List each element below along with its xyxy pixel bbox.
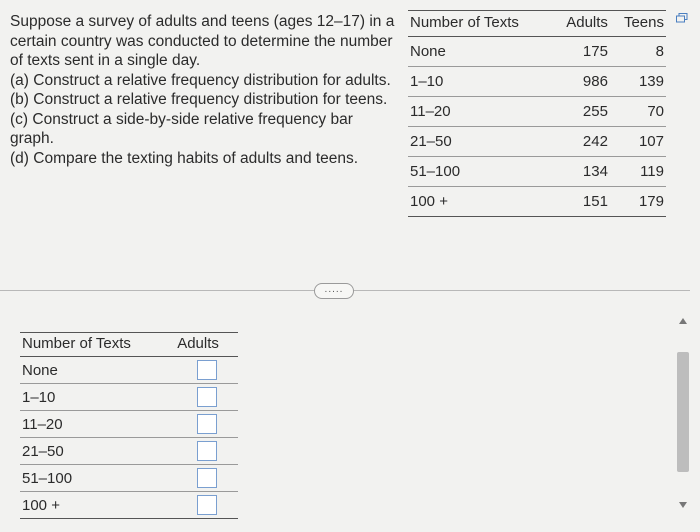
answer-table: [20, 332, 238, 519]
answer-cell: [175, 492, 238, 519]
table-row: [20, 438, 238, 465]
header-adults: Adults: [175, 333, 238, 357]
vertical-scrollbar[interactable]: [675, 318, 691, 508]
teens-value: 179: [610, 187, 666, 217]
part-a: (a) Construct a relative frequency distribution for adults.: [10, 71, 391, 89]
answer-input-100-plus[interactable]: [197, 495, 217, 515]
expand-more-button[interactable]: .....: [314, 283, 354, 299]
adults-value: 242: [552, 127, 610, 157]
row-label: 11–20: [408, 97, 552, 127]
table-row: [408, 67, 666, 97]
part-c: (c) Construct a side-by-side relative frequency bar graph.: [10, 110, 353, 147]
answer-cell: [175, 438, 238, 465]
answer-input-51-100[interactable]: [197, 468, 217, 488]
teens-value: 139: [610, 67, 666, 97]
row-label: None: [408, 37, 552, 67]
row-label: 11–20: [20, 411, 175, 438]
row-label: 1–10: [408, 67, 552, 97]
chevron-down-icon[interactable]: [679, 502, 687, 508]
adults-value: 255: [552, 97, 610, 127]
header-number-of-texts: Number of Texts: [20, 333, 175, 357]
row-label: 51–100: [408, 157, 552, 187]
adults-value: 151: [552, 187, 610, 217]
teens-value: 119: [610, 157, 666, 187]
table-row: [408, 187, 666, 217]
answer-cell: [175, 384, 238, 411]
answer-input-1-10[interactable]: [197, 387, 217, 407]
table-row: [20, 492, 238, 519]
data-table: [408, 10, 666, 217]
table-row: [408, 127, 666, 157]
table-row: [20, 384, 238, 411]
copy-icon[interactable]: [676, 13, 688, 23]
answer-cell: [175, 411, 238, 438]
problem-intro: Suppose a survey of adults and teens (ages 12–17) in a certain country was conducted to determine the number of texts sent in a single day.: [10, 13, 395, 69]
adults-value: 134: [552, 157, 610, 187]
row-label: 1–10: [20, 384, 175, 411]
answer-input-11-20[interactable]: [197, 414, 217, 434]
adults-value: 986: [552, 67, 610, 97]
table-row: [20, 411, 238, 438]
answer-input-none[interactable]: [197, 360, 217, 380]
row-label: 100 +: [408, 187, 552, 217]
scrollbar-thumb[interactable]: [677, 352, 689, 472]
header-teens: Teens: [610, 11, 666, 37]
part-d: (d) Compare the texting habits of adults and teens.: [10, 149, 359, 167]
row-label: 21–50: [408, 127, 552, 157]
row-label: 21–50: [20, 438, 175, 465]
table-row: [408, 37, 666, 67]
row-label: None: [20, 357, 175, 384]
answer-cell: [175, 465, 238, 492]
header-number-of-texts: Number of Texts: [408, 11, 552, 37]
teens-value: 70: [610, 97, 666, 127]
answer-table-header: [20, 333, 238, 357]
chevron-up-icon[interactable]: [679, 318, 687, 324]
teens-value: 107: [610, 127, 666, 157]
problem-statement: [10, 12, 395, 168]
header-adults: Adults: [552, 11, 610, 37]
adults-value: 175: [552, 37, 610, 67]
table-row: [408, 157, 666, 187]
part-b: (b) Construct a relative frequency distribution for teens.: [10, 91, 388, 108]
answer-input-21-50[interactable]: [197, 441, 217, 461]
table-row: [408, 97, 666, 127]
table-row: [20, 465, 238, 492]
row-label: 100 +: [20, 492, 175, 519]
teens-value: 8: [610, 37, 666, 67]
answer-cell: [175, 357, 238, 384]
table-row: [20, 357, 238, 384]
row-label: 51–100: [20, 465, 175, 492]
data-table-header: [408, 11, 666, 37]
